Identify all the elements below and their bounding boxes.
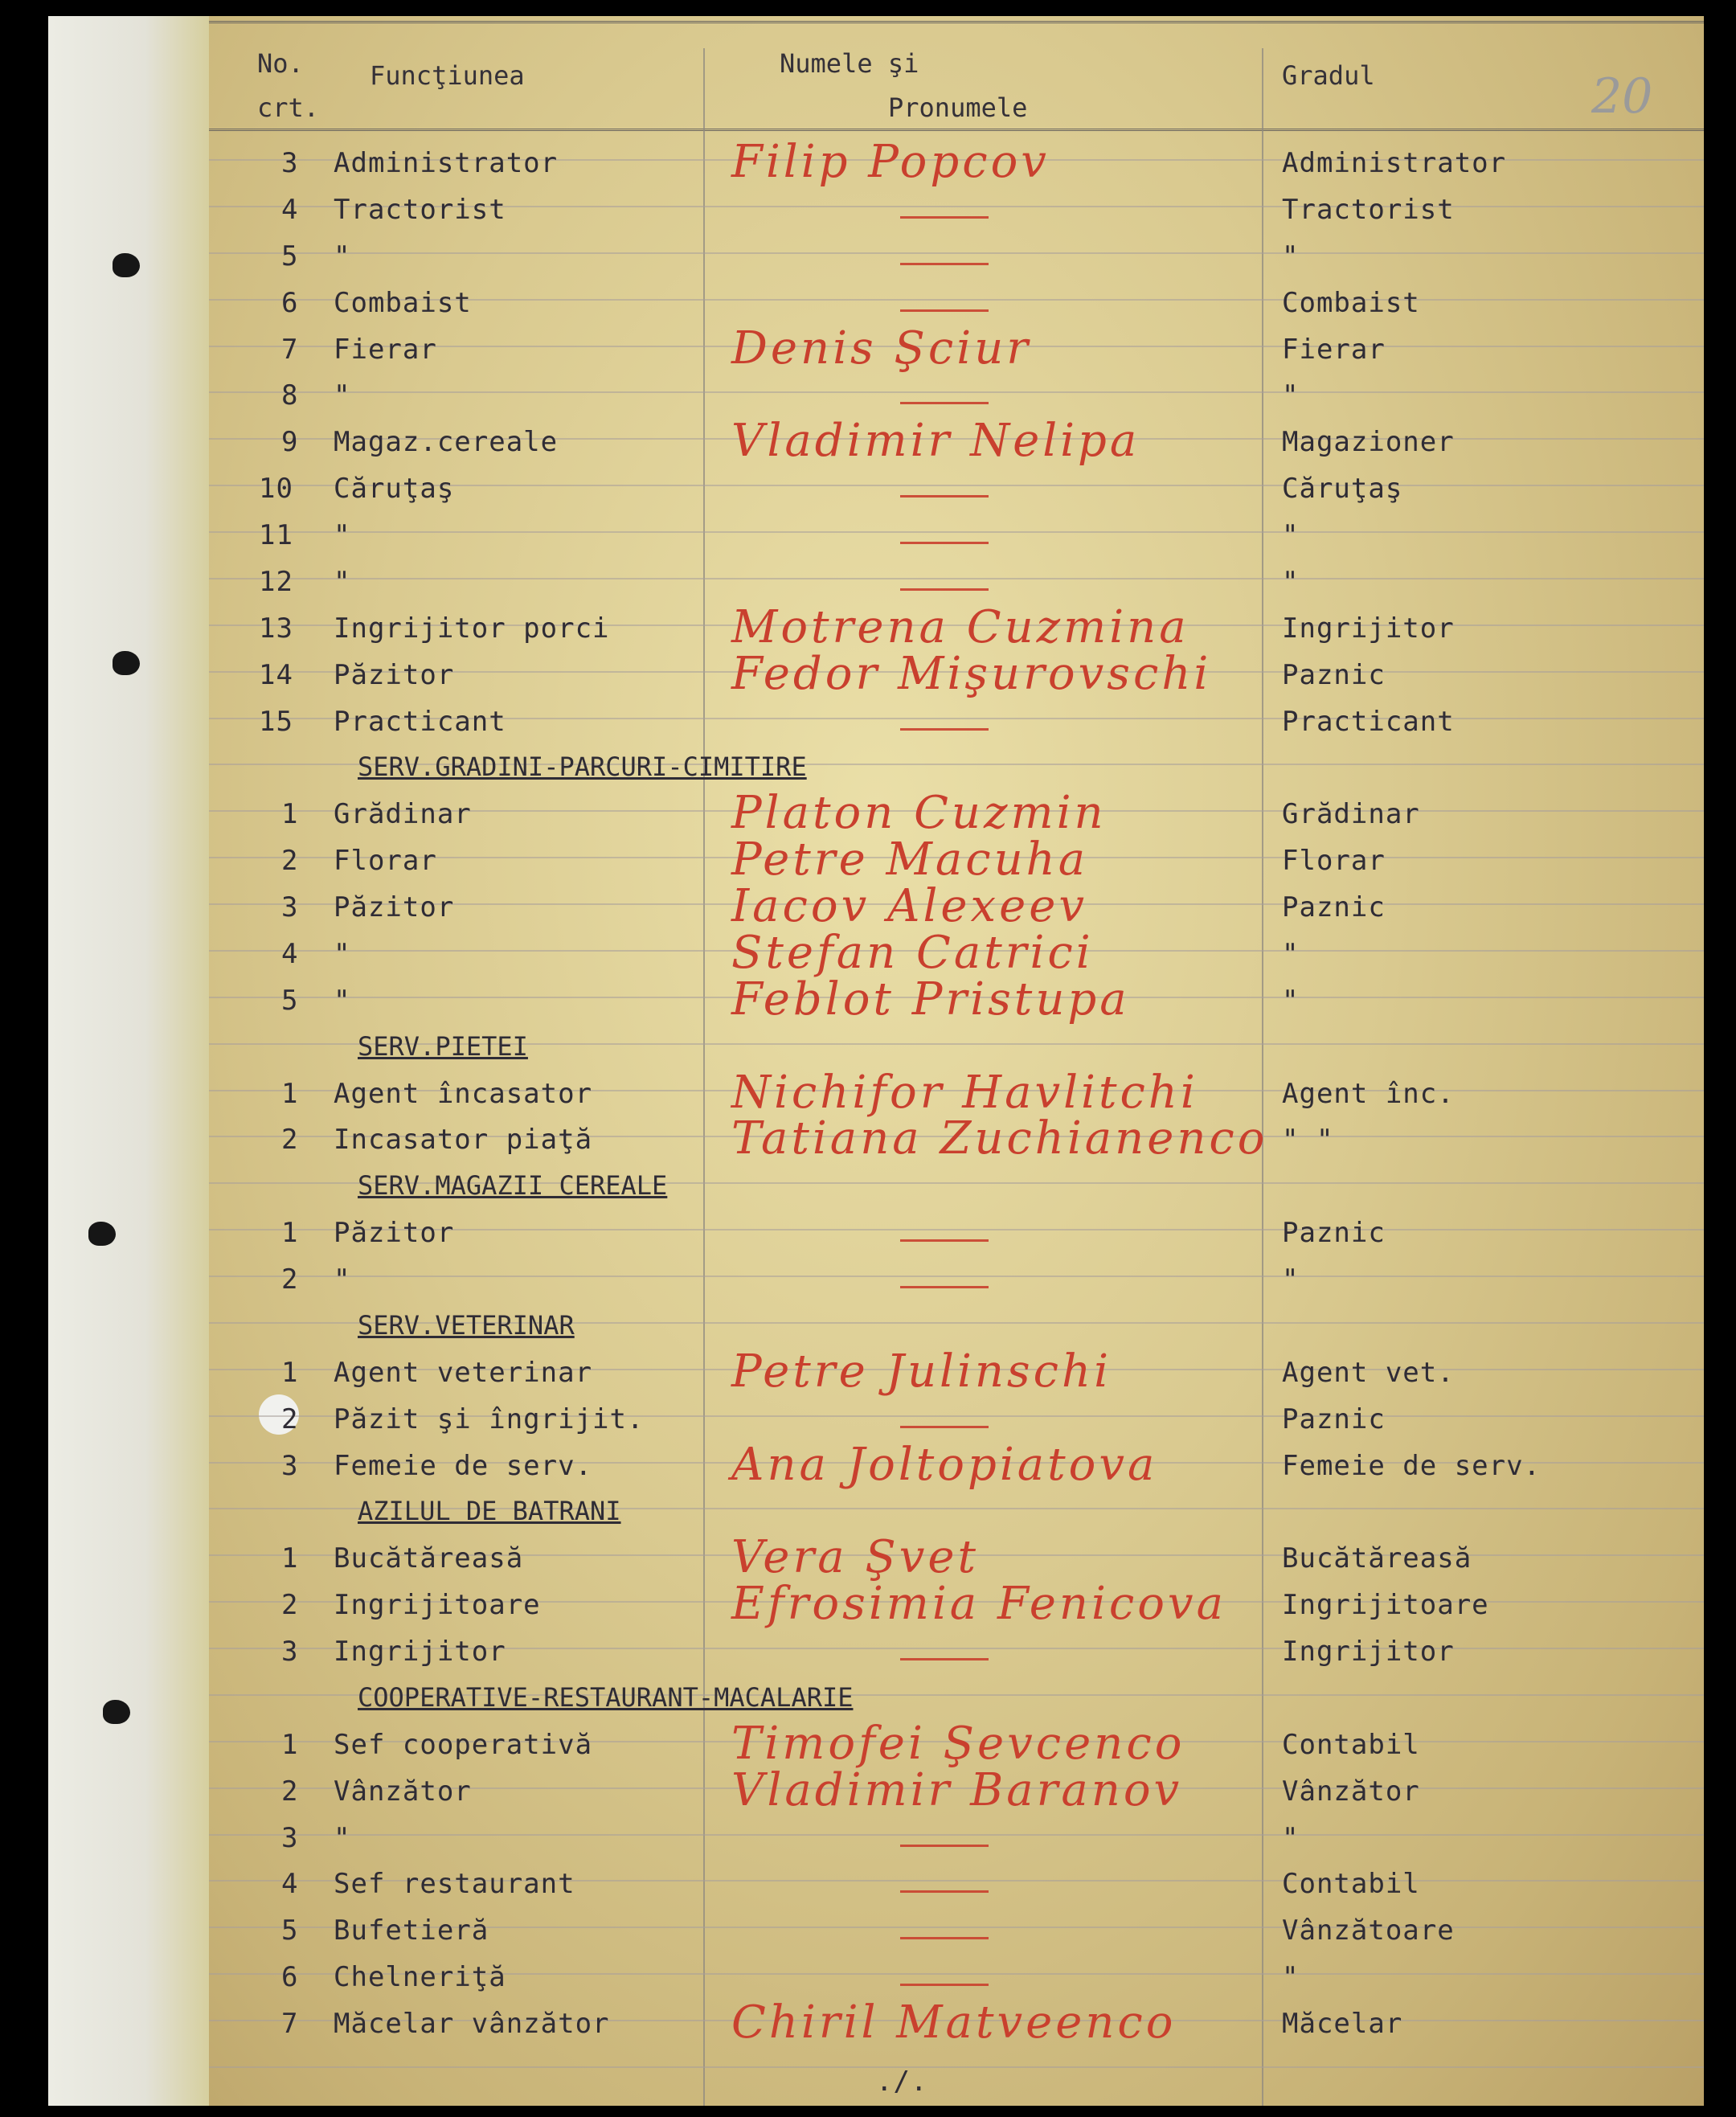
- function-cell: Păzitor: [334, 659, 455, 691]
- header-no: No.: [257, 48, 304, 79]
- handwritten-name: Efrosimia Fenicova: [731, 1578, 1226, 1630]
- handwritten-name: Vladimir Baranov: [731, 1764, 1183, 1816]
- row-number: 2: [281, 1589, 299, 1621]
- function-cell: ": [334, 1822, 351, 1854]
- row-number: 14: [259, 659, 293, 691]
- row-number: 2: [281, 1403, 299, 1435]
- row-number: 12: [259, 566, 293, 598]
- function-cell: Practicant: [334, 706, 506, 738]
- function-cell: Sef cooperativă: [334, 1729, 593, 1761]
- grade-cell: Paznic: [1282, 659, 1386, 691]
- ditto-dash: [900, 1286, 989, 1288]
- grade-cell: Paznic: [1282, 1217, 1386, 1249]
- row-number: 3: [281, 1636, 299, 1668]
- ditto-dash: [900, 309, 989, 312]
- header-numele: Numele şi: [780, 48, 919, 79]
- handwritten-name: Nichifor Havlitchi: [731, 1067, 1198, 1119]
- row-number: 7: [281, 2008, 299, 2040]
- ruled-line: [209, 252, 1704, 254]
- section-heading: AZILUL DE BATRANI: [358, 1496, 621, 1526]
- function-cell: Chelneriţă: [334, 1961, 506, 1993]
- row-number: 5: [281, 985, 299, 1017]
- section-heading: SERV.GRADINI-PARCURI-CIMITIRE: [358, 751, 807, 782]
- function-cell: Florar: [334, 845, 437, 877]
- punch-hole: [113, 253, 140, 277]
- grade-cell: Grădinar: [1282, 798, 1420, 830]
- grade-cell: Ingrijitoare: [1282, 1589, 1489, 1621]
- function-cell: Bufetieră: [334, 1914, 489, 1947]
- function-cell: ": [334, 938, 351, 970]
- grade-cell: Vânzătoare: [1282, 1914, 1455, 1947]
- ditto-dash: [900, 728, 989, 731]
- grade-cell: ": [1282, 1263, 1300, 1296]
- document-page: [48, 16, 1704, 2106]
- grade-cell: ": [1282, 240, 1300, 272]
- grade-cell: ": [1282, 938, 1300, 970]
- ruled-line: [209, 578, 1704, 579]
- row-number: 2: [281, 1775, 299, 1808]
- handwritten-name: Feblot Pristupa: [731, 973, 1130, 1026]
- function-cell: Măcelar vânzător: [334, 2008, 610, 2040]
- ditto-dash: [900, 1984, 989, 1986]
- handwritten-name: Vladimir Nelipa: [731, 415, 1140, 467]
- row-number: 2: [281, 1263, 299, 1296]
- handwritten-name: Tatiana Zuchianenco: [731, 1112, 1268, 1165]
- grade-cell: Paznic: [1282, 891, 1386, 923]
- column-divider: [1262, 48, 1263, 2106]
- ditto-dash: [900, 588, 989, 591]
- page-margin: [48, 16, 209, 2106]
- function-cell: Combaist: [334, 287, 472, 319]
- grade-cell: Fierar: [1282, 334, 1386, 366]
- handwritten-name: Chiril Matveenco: [731, 1996, 1177, 2049]
- function-cell: Sef restaurant: [334, 1868, 575, 1900]
- function-cell: Bucătăreasă: [334, 1542, 524, 1574]
- ditto-dash: [900, 402, 989, 404]
- handwritten-name: Denis Şciur: [731, 322, 1032, 375]
- row-number: 6: [281, 1961, 299, 1993]
- grade-cell: Paznic: [1282, 1403, 1386, 1435]
- function-cell: Femeie de serv.: [334, 1450, 593, 1482]
- row-number: 10: [259, 473, 293, 505]
- ditto-dash: [900, 263, 989, 265]
- grade-cell: Contabil: [1282, 1868, 1420, 1900]
- ruled-line: [209, 531, 1704, 533]
- ruled-line: [209, 1276, 1704, 1277]
- header-pronumele: Pronumele: [888, 92, 1028, 123]
- function-cell: ": [334, 379, 351, 412]
- row-number: 1: [281, 1542, 299, 1574]
- ditto-dash: [900, 1239, 989, 1242]
- function-cell: Ingrijitoare: [334, 1589, 541, 1621]
- grade-cell: Administrator: [1282, 147, 1507, 179]
- grade-cell: Căruţaş: [1282, 473, 1403, 505]
- function-cell: Ingrijitor porci: [334, 612, 610, 645]
- row-number: 2: [281, 845, 299, 877]
- row-number: 3: [281, 147, 299, 179]
- row-number: 1: [281, 1078, 299, 1110]
- handwritten-name: Motrena Cuzmina: [731, 601, 1189, 653]
- ditto-dash: [900, 216, 989, 219]
- row-number: 5: [281, 1914, 299, 1947]
- function-cell: Căruţaş: [334, 473, 455, 505]
- handwritten-name: Ana Joltopiatova: [731, 1439, 1158, 1491]
- ditto-dash: [900, 1658, 989, 1660]
- grade-cell: ": [1282, 519, 1300, 551]
- ditto-dash: [900, 1890, 989, 1893]
- grade-cell: Practicant: [1282, 706, 1455, 738]
- column-divider: [703, 48, 705, 2106]
- grade-cell: Contabil: [1282, 1729, 1420, 1761]
- ditto-dash: [900, 1426, 989, 1428]
- function-cell: Fierar: [334, 334, 437, 366]
- row-number: 7: [281, 334, 299, 366]
- function-cell: Păzitor: [334, 891, 455, 923]
- grade-cell: Vânzător: [1282, 1775, 1420, 1808]
- row-number: 3: [281, 891, 299, 923]
- row-number: 9: [281, 426, 299, 458]
- grade-cell: Ingrijitor: [1282, 612, 1455, 645]
- function-cell: Administrator: [334, 147, 559, 179]
- function-cell: ": [334, 1263, 351, 1296]
- top-separator: [209, 21, 1704, 23]
- ditto-dash: [900, 1845, 989, 1847]
- grade-cell: Ingrijitor: [1282, 1636, 1455, 1668]
- grade-cell: Bucătăreasă: [1282, 1542, 1472, 1574]
- ditto-dash: [900, 1937, 989, 1939]
- header-separator: [209, 129, 1704, 131]
- row-number: 8: [281, 379, 299, 412]
- row-number: 1: [281, 798, 299, 830]
- section-heading: SERV.VETERINAR: [358, 1310, 575, 1341]
- handwritten-name: Fedor Mişurovschi: [731, 648, 1212, 700]
- header-gradul: Gradul: [1282, 60, 1375, 91]
- row-number: 4: [281, 194, 299, 226]
- function-cell: Păzitor: [334, 1217, 455, 1249]
- function-cell: Grădinar: [334, 798, 472, 830]
- row-number: 11: [259, 519, 293, 551]
- function-cell: Agent încasator: [334, 1078, 593, 1110]
- grade-cell: ": [1282, 379, 1300, 412]
- handwritten-name: Stefan Catrici: [731, 927, 1094, 979]
- function-cell: ": [334, 985, 351, 1017]
- grade-cell: Măcelar: [1282, 2008, 1403, 2040]
- function-cell: Tractorist: [334, 194, 506, 226]
- handwritten-name: Petre Macuha: [731, 833, 1089, 886]
- grade-cell: Combaist: [1282, 287, 1420, 319]
- row-number: 15: [259, 706, 293, 738]
- grade-cell: ": [1282, 1822, 1300, 1854]
- grade-cell: Tractorist: [1282, 194, 1455, 226]
- header-crt: crt.: [257, 92, 320, 123]
- row-number: 13: [259, 612, 293, 645]
- function-cell: ": [334, 566, 351, 598]
- section-heading: COOPERATIVE-RESTAURANT-MACALARIE: [358, 1682, 854, 1713]
- grade-cell: Florar: [1282, 845, 1386, 877]
- punch-hole: [113, 651, 140, 675]
- row-number: 5: [281, 240, 299, 272]
- grade-cell: Femeie de serv.: [1282, 1450, 1542, 1482]
- grade-cell: ": [1282, 985, 1300, 1017]
- function-cell: Incasator piaţă: [334, 1124, 593, 1156]
- function-cell: Magaz.cereale: [334, 426, 559, 458]
- row-number: 1: [281, 1217, 299, 1249]
- ditto-dash: [900, 542, 989, 544]
- continuation-mark: ./.: [876, 2066, 928, 2098]
- row-number: 1: [281, 1729, 299, 1761]
- function-cell: Agent veterinar: [334, 1357, 593, 1389]
- header-functiunea: Funcţiunea: [370, 60, 525, 91]
- grade-cell: ": [1282, 1961, 1300, 1993]
- grade-cell: ": [1282, 566, 1300, 598]
- grade-cell: Magazioner: [1282, 426, 1455, 458]
- grade-cell: Agent înc.: [1282, 1078, 1455, 1110]
- ruled-line: [209, 391, 1704, 393]
- ruled-line: [209, 1834, 1704, 1836]
- punch-hole: [103, 1700, 130, 1724]
- row-number: 4: [281, 938, 299, 970]
- function-cell: Ingrijitor: [334, 1636, 506, 1668]
- row-number: 3: [281, 1450, 299, 1482]
- handwritten-name: Iacov Alexeev: [731, 880, 1088, 932]
- grade-cell: Agent vet.: [1282, 1357, 1455, 1389]
- ruled-line: [209, 2066, 1704, 2068]
- section-heading: SERV.PIETEI: [358, 1031, 528, 1062]
- row-number: 6: [281, 287, 299, 319]
- ditto-dash: [900, 495, 989, 498]
- handwritten-name: Petre Julinschi: [731, 1345, 1112, 1398]
- row-number: 3: [281, 1822, 299, 1854]
- handwritten-name: Platon Cuzmin: [731, 787, 1107, 839]
- handwritten-name: Filip Popcov: [731, 136, 1050, 188]
- row-number: 4: [281, 1868, 299, 1900]
- function-cell: Păzit şi îngrijit.: [334, 1403, 645, 1435]
- section-heading: SERV.MAGAZII CEREALE: [358, 1170, 668, 1201]
- row-number: 1: [281, 1357, 299, 1389]
- function-cell: ": [334, 519, 351, 551]
- punch-hole: [88, 1222, 116, 1246]
- function-cell: ": [334, 240, 351, 272]
- handwritten-name: Timofei Şevcenco: [731, 1718, 1185, 1770]
- page-number: 20: [1591, 68, 1653, 125]
- function-cell: Vânzător: [334, 1775, 472, 1808]
- row-number: 2: [281, 1124, 299, 1156]
- handwritten-name: Vera Şvet: [731, 1531, 980, 1583]
- grade-cell: " ": [1282, 1124, 1334, 1156]
